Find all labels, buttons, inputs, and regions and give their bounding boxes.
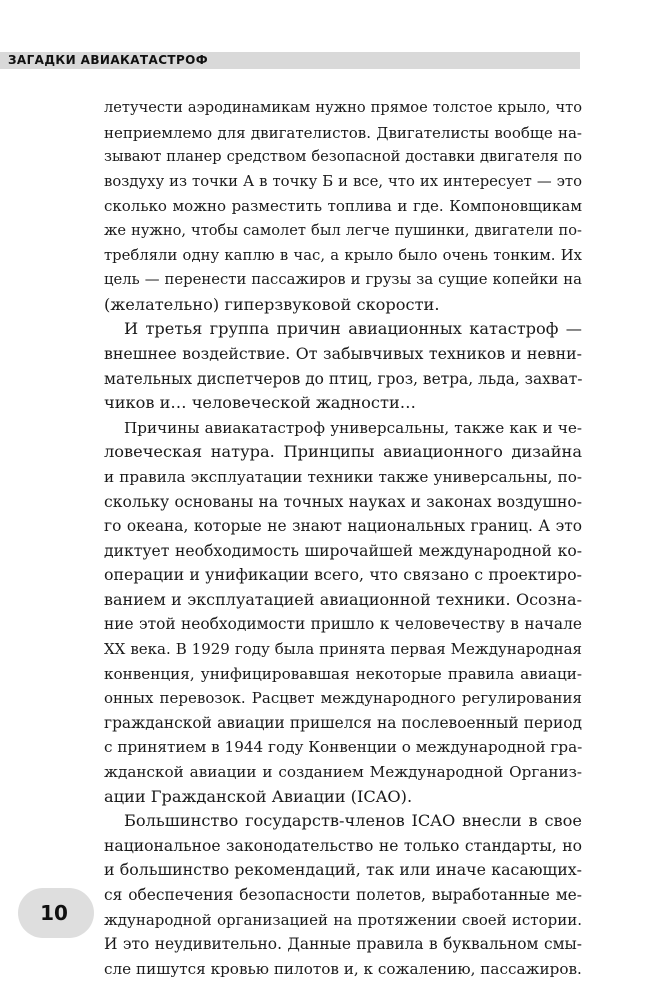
text-line: и большинство рекомендаций, так или иначе касающих- xyxy=(104,860,582,880)
running-header xyxy=(0,52,580,69)
text-line: онных перевозок. Расцвет международного регулирования xyxy=(104,689,582,708)
running-header-title: ЗАГАДКИ АВИАКАТАСТРОФ xyxy=(8,53,209,67)
page-number: 10 xyxy=(40,901,68,925)
text-line: И третья группа причин авиационных катастроф — xyxy=(124,319,582,339)
text-line: неприемлемо для двигателистов. Двигателисты вообще на- xyxy=(104,123,582,142)
text-line: (желательно) гиперзвуковой скорости. xyxy=(104,294,440,314)
text-line: же нужно, чтобы самолет был легче пушинки, двигатели по- xyxy=(104,221,582,239)
text-line: ние этой необходимости пришло к человечеству в начале xyxy=(104,615,582,634)
text-line: Причины авиакатастроф универсальны, также как и че- xyxy=(124,418,582,437)
text-line: внешнее воздействие. От забывчивых техников и невни- xyxy=(104,343,582,363)
text-line: национальное законодательство не только стандарты, но xyxy=(104,836,582,855)
text-line: скольку основаны на точных науках и законах воздушно- xyxy=(104,492,582,511)
body-text xyxy=(104,96,582,981)
text-line: сле пишутся кровью пилотов и, к сожалению, пассажиров. xyxy=(104,959,582,978)
text-line: сколько можно разместить топлива и где. Компоновщикам xyxy=(104,197,582,216)
text-line: ловеческая натура. Принципы авиационного дизайна xyxy=(104,442,582,462)
text-line: и правила эксплуатации техники также универсальны, по- xyxy=(104,467,582,486)
text-line: чиков и… человеческой жадности… xyxy=(104,393,416,413)
text-line: воздуху из точки А в точку Б и все, что их интересует — это xyxy=(104,172,582,190)
text-line: жданской авиации и созданием Международной Организ- xyxy=(104,763,582,782)
text-line: ации Гражданской Авиации (ICAO). xyxy=(104,786,413,806)
text-line: Большинство государств-членов ICAO внесли в свое xyxy=(124,811,582,831)
text-line: гражданской авиации пришелся на послевоенный период xyxy=(104,713,582,732)
text-line: цель — перенести пассажиров и грузы за сущие копейки на xyxy=(104,271,582,289)
text-line: ся обеспечения безопасности полетов, выработанные ме- xyxy=(104,886,582,904)
text-line: летучести аэродинамикам нужно прямое толстое крыло, что xyxy=(104,99,582,116)
text-line: диктует необходимость широчайшей международной ко- xyxy=(104,541,582,560)
text-line: ждународной организацией на протяжении своей истории. xyxy=(104,910,582,929)
text-line: мательных диспетчеров до птиц, гроз, ветра, льда, захват- xyxy=(104,369,582,388)
text-line: операции и унификации всего, что связано с проектиро- xyxy=(104,565,582,585)
text-line: ХХ века. В 1929 году была принята первая Международная xyxy=(104,640,582,659)
text-line: зывают планер средством безопасной доставки двигателя по xyxy=(104,148,582,166)
text-line: ванием и эксплуатацией авиационной техники. Осозна- xyxy=(104,589,582,609)
text-line: конвенция, унифицировавшая некоторые правила авиаци- xyxy=(104,664,582,683)
text-line: го океана, которые не знают национальных границ. А это xyxy=(104,517,582,536)
text-line: И это неудивительно. Данные правила в буквальном смы- xyxy=(104,935,582,954)
text-line: требляли одну каплю в час, а крыло было очень тонким. Их xyxy=(104,246,582,264)
text-line: с принятием в 1944 году Конвенции о международной гра- xyxy=(104,738,582,757)
